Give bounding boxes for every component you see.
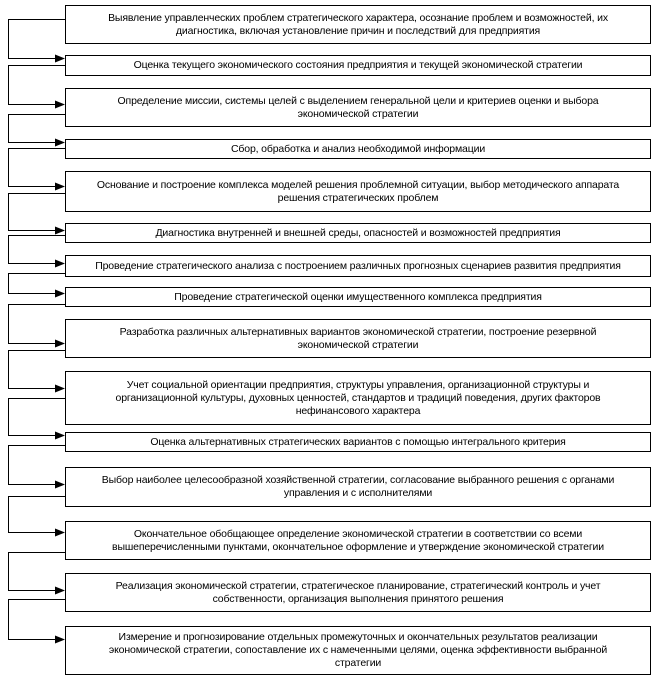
flowchart-step-4 — [65, 139, 651, 159]
step-label: Оценка текущего экономического состояния предприятия и текущей экономической стратегии — [133, 59, 583, 71]
connector-line — [9, 600, 66, 640]
arrowhead-icon — [55, 260, 65, 268]
arrowhead-icon — [55, 432, 65, 440]
arrowhead-icon — [55, 139, 65, 147]
connector-line — [9, 115, 66, 143]
step-label: Выбор наиболее целесообразной хозяйственной стратегии, согласование выбранного решения с органами управления и с исполнителями — [101, 474, 615, 499]
flowchart-step-15 — [65, 626, 651, 675]
arrowhead-icon — [55, 636, 65, 644]
step-label: Реализация экономической стратегии, стратегическое планирование, стратегический контроль и учет собственности, организация выполнения принятого решения — [115, 579, 601, 605]
step-label: Диагностика внутренней и внешней среды, опасностей и возможностей предприятия — [155, 226, 561, 239]
arrowhead-icon — [55, 101, 65, 109]
connector-line — [9, 236, 66, 264]
flowchart-step-13 — [65, 521, 651, 560]
connector-line — [9, 66, 66, 105]
flowchart-step-7 — [65, 255, 651, 277]
flowchart-step-12 — [65, 467, 651, 507]
step-label: Основание и построение комплекса моделей решения проблемной ситуации, выбор методического аппарата решения стратегических проблем — [96, 178, 620, 204]
flowchart-step-5 — [65, 171, 651, 212]
flowchart-step-8 — [65, 287, 651, 307]
flowchart-step-14 — [65, 573, 651, 612]
step-label: Измерение и прогнозирование отдельных промежуточных и окончательных результатов реализации экономической стратегии, сопоставление их с намеченными целями, оценка эффективности выбранной стратегии — [108, 631, 608, 669]
connector-line — [9, 497, 66, 533]
connector-line — [9, 351, 66, 389]
connector-line — [9, 274, 66, 294]
flowchart-step-2 — [65, 55, 651, 76]
flowchart-step-3 — [65, 88, 651, 127]
arrowhead-icon — [55, 183, 65, 191]
arrowhead-icon — [55, 385, 65, 393]
step-label: Окончательное обобщающее определение экономической стратегии в соответствии со всеми вышеперечисленными пунктами, окончательное оформление и утверждение экономической стратегии — [112, 527, 604, 553]
connector-line — [9, 446, 66, 485]
connector-line — [9, 194, 66, 231]
connector-line — [9, 399, 66, 436]
step-label: Проведение стратегической оценки имущественного комплекса предприятия — [174, 290, 542, 303]
flowchart-step-9 — [65, 319, 651, 358]
arrowhead-icon — [55, 481, 65, 489]
arrowhead-icon — [55, 340, 65, 348]
flowchart-step-11 — [65, 432, 651, 452]
arrowhead-icon — [55, 587, 65, 595]
step-label: Учет социальной ориентации предприятия, структуры управления, организационной структуры и организационной культуры, духовных ценностей, стандартов и традиций поведения, других факторов нефинансового характера — [115, 378, 601, 417]
step-label: Выявление управленческих проблем стратегического характера, осознание проблем и возможностей, их диагностика, включая установление причин и последствий для предприятия — [108, 11, 608, 37]
step-label: Оценка альтернативных стратегических вариантов с помощью интегрального критерия — [150, 435, 566, 448]
arrowhead-icon — [55, 227, 65, 235]
step-label: Сбор, обработка и анализ необходимой информации — [230, 142, 486, 155]
connector-line — [9, 149, 66, 187]
connector-line — [9, 20, 66, 59]
flowchart-step-1 — [65, 5, 651, 44]
arrowhead-icon — [55, 529, 65, 537]
step-label: Определение миссии, системы целей с выделением генеральной цели и критериев оценки и выбора экономической стратегии — [117, 94, 599, 120]
flowchart-step-6 — [65, 223, 651, 243]
connector-line — [9, 553, 66, 591]
step-label: Разработка различных альтернативных вариантов экономической стратегии, построение резервной экономической стратегии — [119, 325, 597, 351]
step-label: Проведение стратегического анализа с построением различных прогнозных сценариев развития предприятия — [95, 259, 621, 272]
connector-line — [9, 305, 66, 344]
arrowhead-icon — [55, 290, 65, 298]
flowchart-step-10 — [65, 371, 651, 425]
arrowhead-icon — [55, 55, 65, 63]
